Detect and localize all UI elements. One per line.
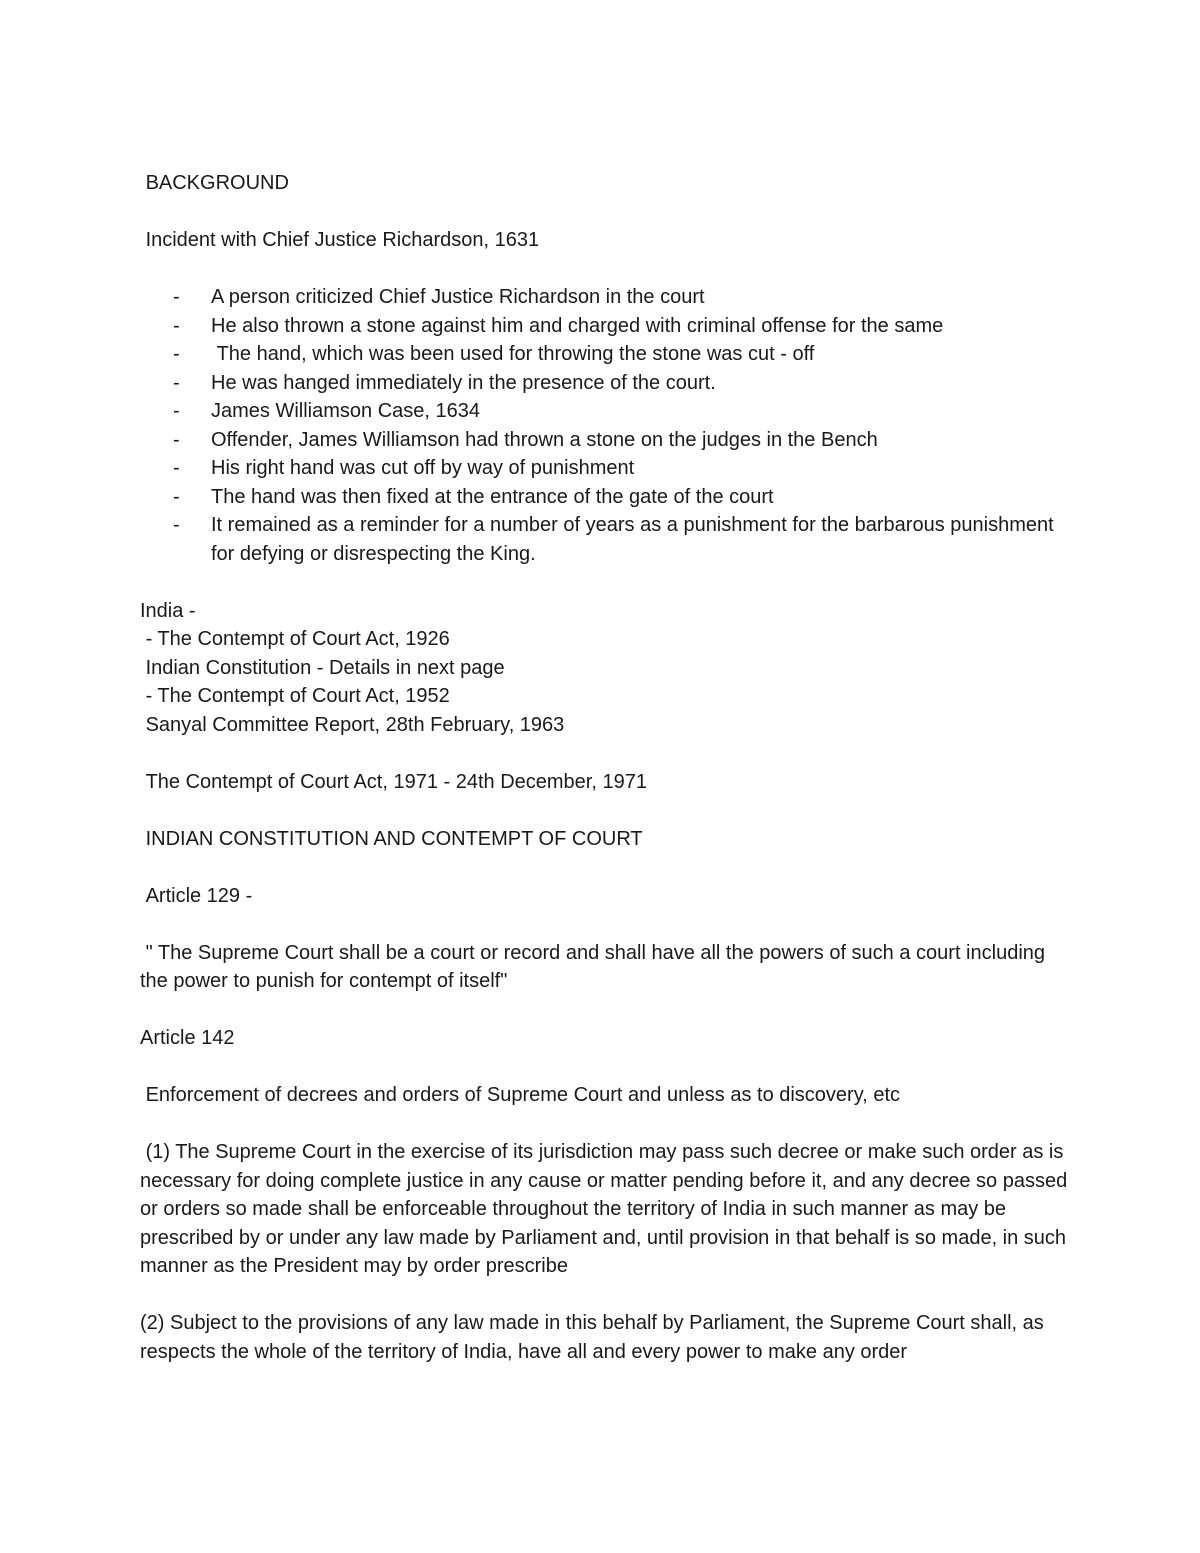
spacer [140,1281,1070,1310]
bullet-dash: - [173,428,180,451]
spacer [140,568,1070,597]
spacer [140,796,1070,825]
bullet-dash: - [173,371,180,394]
spacer [140,739,1070,768]
article-142-clause-1: (1) The Supreme Court in the exercise of its jurisdiction may pass such decree or make such order as is necessary for doing complete justice in any cause or matter pending before it, and any decree so passed or orders so made shall be enforceable throughout the territory of India in such manner as may be prescribed by or under any law made by Parliament and, until provision in that behalf is so made, in such manner as the President may by order prescribe [140,1141,1073,1277]
bullet-dash: - [173,314,180,337]
list-item-text: His right hand was cut off by way of punishment [211,457,635,479]
list-item [140,454,1070,483]
bullet-dash: - [173,457,180,479]
document-page [140,169,1073,1366]
list-item-text: Offender, James Williamson had thrown a stone on the judges in the Bench [211,428,878,451]
list-item-text: The hand was then fixed at the entrance of the gate of the court [211,485,774,508]
list-item [140,397,1070,426]
spacer [140,1110,1070,1139]
list-item [140,283,1070,312]
spacer [140,853,1070,882]
list-item-text: A person criticized Chief Justice Richardson in the court [211,286,705,308]
spacer [140,198,1070,227]
article-129-title: Article 129 - [140,884,253,907]
list-item [140,312,1070,341]
article-129-text: " The Supreme Court shall be a court or record and shall have all the powers of such a court including the power to punish for contempt of itself" [140,941,1051,992]
incident-title: Incident with Chief Justice Richardson, 1631 [140,229,540,251]
article-142-subtitle: Enforcement of decrees and orders of Supreme Court and unless as to discovery, etc [140,1084,901,1106]
list-item [140,340,1070,369]
bullet-dash: - [173,343,180,365]
bullet-dash: - [173,514,180,536]
spacer [140,910,1070,939]
section-heading-background: BACKGROUND [140,172,289,194]
article-142-title: Article 142 [140,1027,235,1049]
incident-bullet-list [140,283,1070,568]
article-142-clause-2: (2) Subject to the provisions of any law made in this behalf by Parliament, the Supreme Court shall, as respects the whole of the territory of India, have all and every power to make any order [140,1312,1050,1363]
list-item-text: It remained as a reminder for a number of years as a punishment for the barbarous punishment for defying or disrespecting the King. [211,514,1060,565]
india-line: - The Contempt of Court Act, 1952 [140,685,450,707]
section-heading-constitution: INDIAN CONSTITUTION AND CONTEMPT OF COURT [140,827,643,850]
list-item [140,511,1070,568]
list-item [140,369,1070,398]
bullet-dash: - [173,286,180,308]
spacer [140,255,1070,284]
act-1971-line: The Contempt of Court Act, 1971 - 24th December, 1971 [140,770,647,793]
bullet-dash: - [173,485,180,508]
india-heading: India - [140,599,196,622]
spacer [140,996,1070,1025]
list-item-text: He also thrown a stone against him and charged with criminal offense for the same [211,314,944,337]
spacer [140,1053,1070,1082]
list-item [140,483,1070,512]
india-line: - The Contempt of Court Act, 1926 [140,628,450,650]
list-item-text: He was hanged immediately in the presence of the court. [211,371,716,394]
list-item [140,426,1070,455]
bullet-dash: - [173,400,180,422]
india-line: Sanyal Committee Report, 28th February, 1963 [140,713,565,736]
list-item-text: The hand, which was been used for throwing the stone was cut - off [211,343,815,365]
india-line: Indian Constitution - Details in next page [140,656,505,679]
list-item-text: James Williamson Case, 1634 [211,400,480,422]
